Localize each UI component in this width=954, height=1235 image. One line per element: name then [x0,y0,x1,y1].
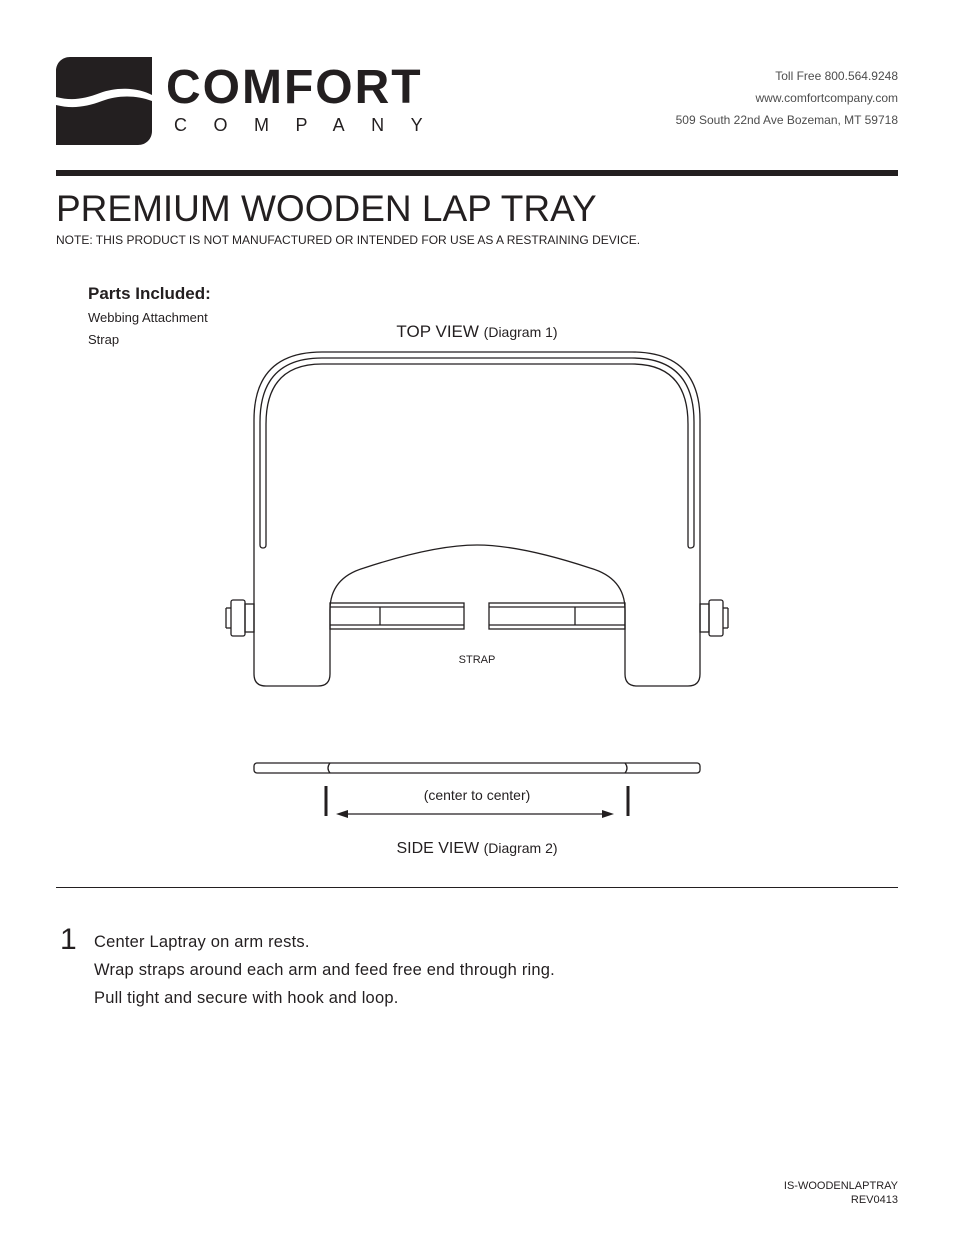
parts-heading: Parts Included: [88,284,211,303]
step-instruction: Pull tight and secure with hook and loop. [94,989,399,1007]
document-code: IS-WOODENLAPTRAY [783,1180,898,1192]
step-instruction: Center Laptray on arm rests. [94,933,310,951]
handle-cutout [260,358,694,548]
brand-name: COMFORT [166,61,423,114]
part-item: Strap [88,332,120,347]
contact-website[interactable]: www.comfortcompany.com [755,91,898,105]
side-view-ref: (Diagram 2) [483,840,558,856]
tray-outline [254,352,700,686]
brand-subname: COMPANY [174,115,450,135]
top-view-title: TOP VIEW [396,322,479,341]
contact-phone: Toll Free 800.564.9248 [775,69,898,83]
side-view-title: SIDE VIEW [396,840,480,857]
safety-note: NOTE: THIS PRODUCT IS NOT MANUFACTURED OR INTENDED FOR USE AS A RESTRAINING DEVICE. [56,233,641,247]
part-item: Webbing Attachment [88,310,208,325]
center-to-center-label: (center to center) [423,787,531,803]
strap-label: STRAP [458,654,496,666]
buckle-right [700,600,728,636]
step-instruction: Wrap straps around each arm and feed free end through ring. [94,961,555,979]
side-view-caption [0,838,954,859]
section-divider [56,887,898,888]
step-number: 1 [60,923,77,956]
document-revision: REV0413 [850,1194,898,1206]
document-title: PREMIUM WOODEN LAP TRAY [56,188,597,229]
top-view-ref: (Diagram 1) [483,324,558,340]
buckle-left [226,600,254,636]
side-view-tray [254,763,700,773]
contact-address: 509 South 22nd Ave Bozeman, MT 59718 [675,113,898,127]
